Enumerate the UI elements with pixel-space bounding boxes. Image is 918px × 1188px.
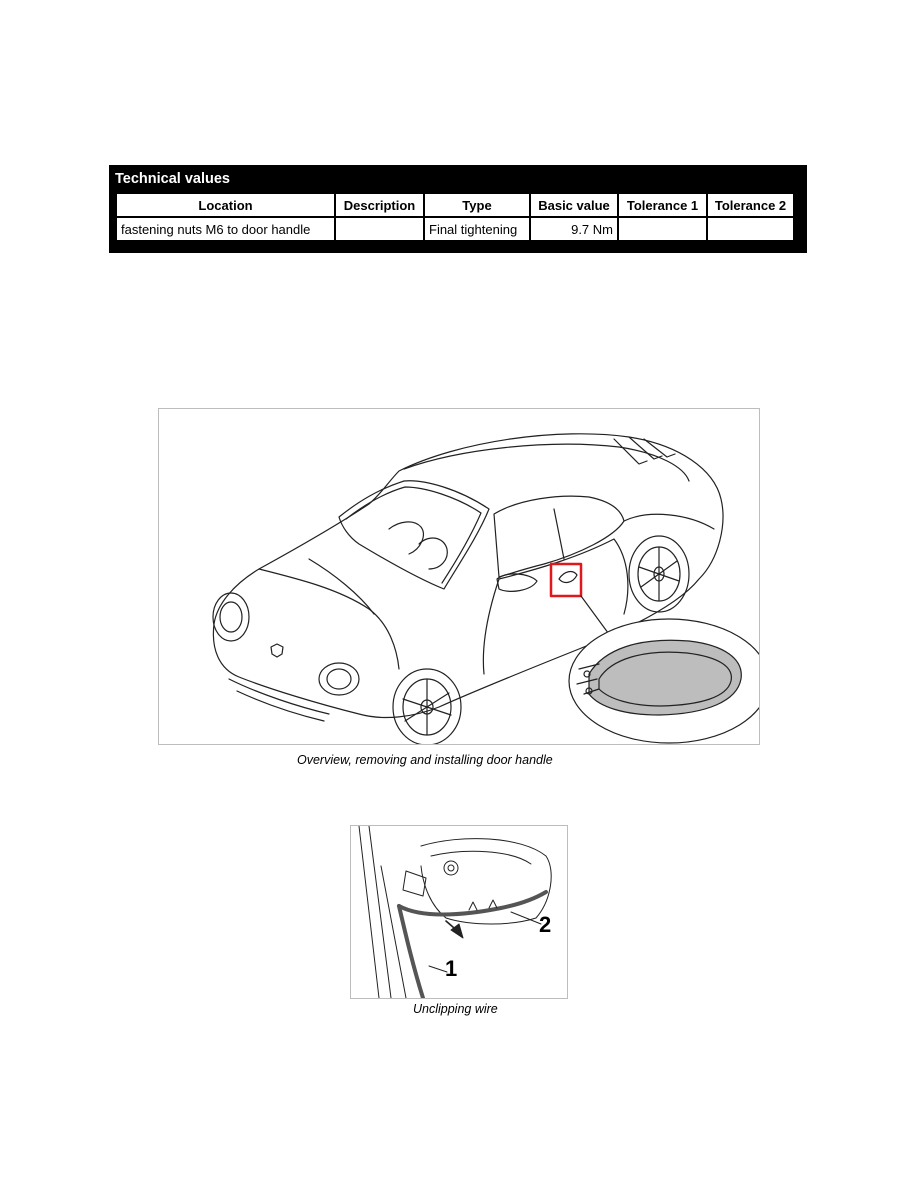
col-header-location: Location [116,193,335,217]
callout-1: 1 [445,956,458,981]
door-handle-highlight [551,564,581,596]
figure2-caption: Unclipping wire [413,1002,498,1016]
col-header-type: Type [424,193,530,217]
wire-line-drawing [351,826,567,998]
figure1-caption: Overview, removing and installing door handle [297,753,553,767]
col-header-basic-value: Basic value [530,193,618,217]
cell-description [335,217,424,241]
cell-tolerance-2 [707,217,794,241]
cell-basic-value: 9.7 Nm [530,217,618,241]
col-header-tolerance-2: Tolerance 2 [707,193,794,217]
cell-location: fastening nuts M6 to door handle [116,217,335,241]
unclipping-wire-figure [350,825,568,999]
car-overview-figure [158,408,760,745]
car-line-drawing [159,409,759,744]
technical-values-title: Technical values [115,171,230,187]
col-header-tolerance-1: Tolerance 1 [618,193,707,217]
technical-values-table [109,165,807,253]
callout-2: 2 [539,912,552,937]
technical-values-grid [115,192,795,242]
col-header-description: Description [335,193,424,217]
table-row [116,217,794,241]
cell-tolerance-1 [618,217,707,241]
cell-type: Final tightening [424,217,530,241]
